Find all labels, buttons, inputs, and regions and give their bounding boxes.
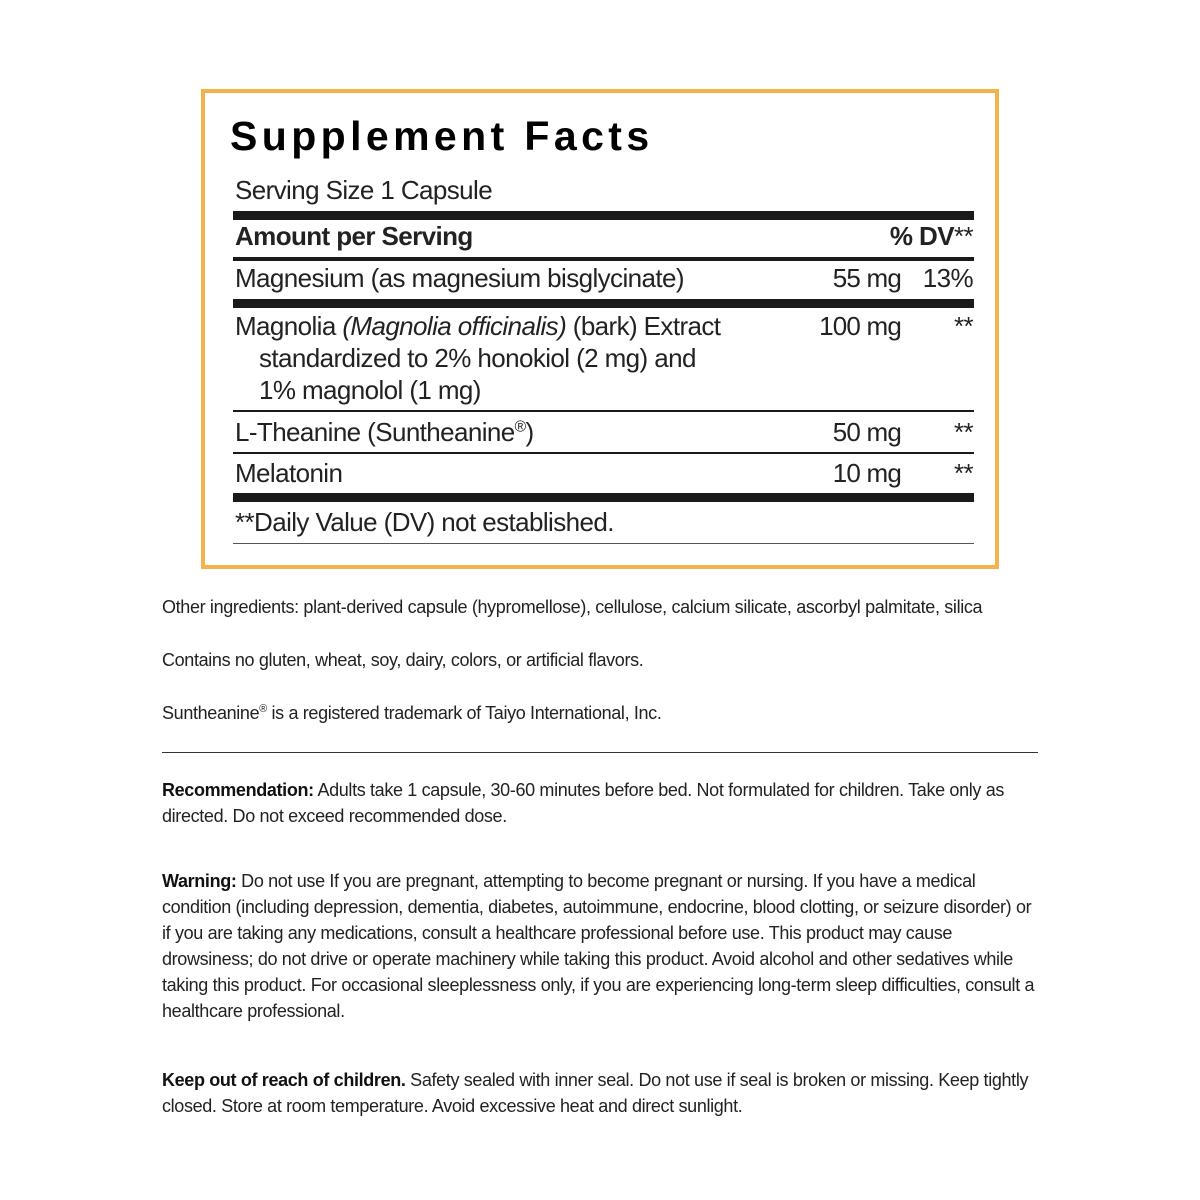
- thin-rule: [233, 452, 974, 454]
- row-magnolia-name-post: (bark) Extract: [566, 311, 721, 341]
- registered-mark: ®: [259, 703, 267, 715]
- row-melatonin-amount: 10 mg: [832, 458, 901, 488]
- row-magnesium-name: Magnesium (as magnesium bisglycinate): [235, 263, 684, 293]
- keep-out-label: Keep out of reach of children.: [162, 1070, 406, 1090]
- row-magnesium-dv: 13%: [922, 263, 973, 293]
- row-magnolia-line2: standardized to 2% honokiol (2 mg) and: [259, 343, 696, 373]
- recommendation-label: Recommendation:: [162, 780, 314, 800]
- row-theanine-name: [235, 417, 534, 448]
- thin-rule: [233, 410, 974, 412]
- header-dv-label: % DV: [889, 221, 954, 251]
- row-magnolia-dv: **: [953, 311, 973, 341]
- keep-out-paragraph: [162, 1067, 1042, 1119]
- header-dv: [890, 221, 973, 252]
- section-divider: [162, 752, 1038, 753]
- row-magnesium-amount: 55 mg: [832, 263, 901, 293]
- thick-rule: [233, 299, 974, 308]
- supplement-facts-panel: [201, 89, 999, 569]
- thick-rule: [233, 211, 974, 220]
- row-theanine-amount: 50 mg: [832, 417, 901, 447]
- row-theanine-name-pre: L-Theanine (Suntheanine: [235, 417, 515, 447]
- medium-rule: [233, 257, 974, 261]
- row-magnolia-amount: 100 mg: [819, 311, 901, 341]
- recommendation-text: Adults take 1 capsule, 30-60 minutes before bed. Not formulated for children. Take only as directed. Do not exceed recommended dose.: [162, 780, 1005, 826]
- trademark-name: Suntheanine: [162, 703, 260, 723]
- other-ingredients: Other ingredients: plant-derived capsule (hypromellose), cellulose, calcium silicate, ascorbyl palmitate, silica: [162, 597, 983, 617]
- serving-size: Serving Size 1 Capsule: [235, 175, 493, 205]
- thin-rule: [233, 543, 974, 544]
- row-magnolia-name-latin: (Magnolia officinalis): [342, 311, 567, 341]
- row-magnolia-name-pre: Magnolia: [235, 311, 343, 341]
- facts-title: Supplement Facts: [230, 113, 654, 159]
- allergen-statement: Contains no gluten, wheat, soy, dairy, colors, or artificial flavors.: [162, 650, 644, 670]
- trademark-text: is a registered trademark of Taiyo International, Inc.: [266, 703, 662, 723]
- row-magnolia-name: [235, 311, 720, 342]
- header-dv-stars: **: [953, 221, 973, 251]
- row-theanine-name-post: ): [525, 417, 534, 447]
- facts-footnote: **Daily Value (DV) not established.: [235, 507, 614, 537]
- registered-mark: ®: [514, 418, 526, 436]
- warning-paragraph: [162, 868, 1042, 1024]
- row-melatonin-name: Melatonin: [235, 458, 343, 488]
- recommendation-paragraph: [162, 777, 1042, 829]
- keep-out-text: Safety sealed with inner seal. Do not use if seal is broken or missing. Keep tightly closed. Store at room temperature. Avoid excessive heat and direct sunlight.: [162, 1070, 1029, 1116]
- trademark-note: [162, 703, 662, 724]
- warning-label: Warning:: [162, 871, 237, 891]
- row-theanine-dv: **: [953, 417, 973, 447]
- thick-rule: [233, 493, 974, 502]
- header-amount: Amount per Serving: [235, 221, 473, 251]
- row-melatonin-dv: **: [953, 458, 973, 488]
- warning-text: Do not use If you are pregnant, attempting to become pregnant or nursing. If you have a medical condition (including depression, dementia, diabetes, autoimmune, endocrine, blood clotting, or seizure disorder) or if you are taking any medications, consult a healthcare professional before use. This product may cause drowsiness; do not drive or operate machinery while taking this product. Avoid alcohol and other sedatives while taking this product. For occasional sleeplessness only, if you are experiencing long-term sleep difficulties, consult a healthcare professional.: [162, 871, 1035, 1021]
- row-magnolia-line3: 1% magnolol (1 mg): [259, 375, 481, 405]
